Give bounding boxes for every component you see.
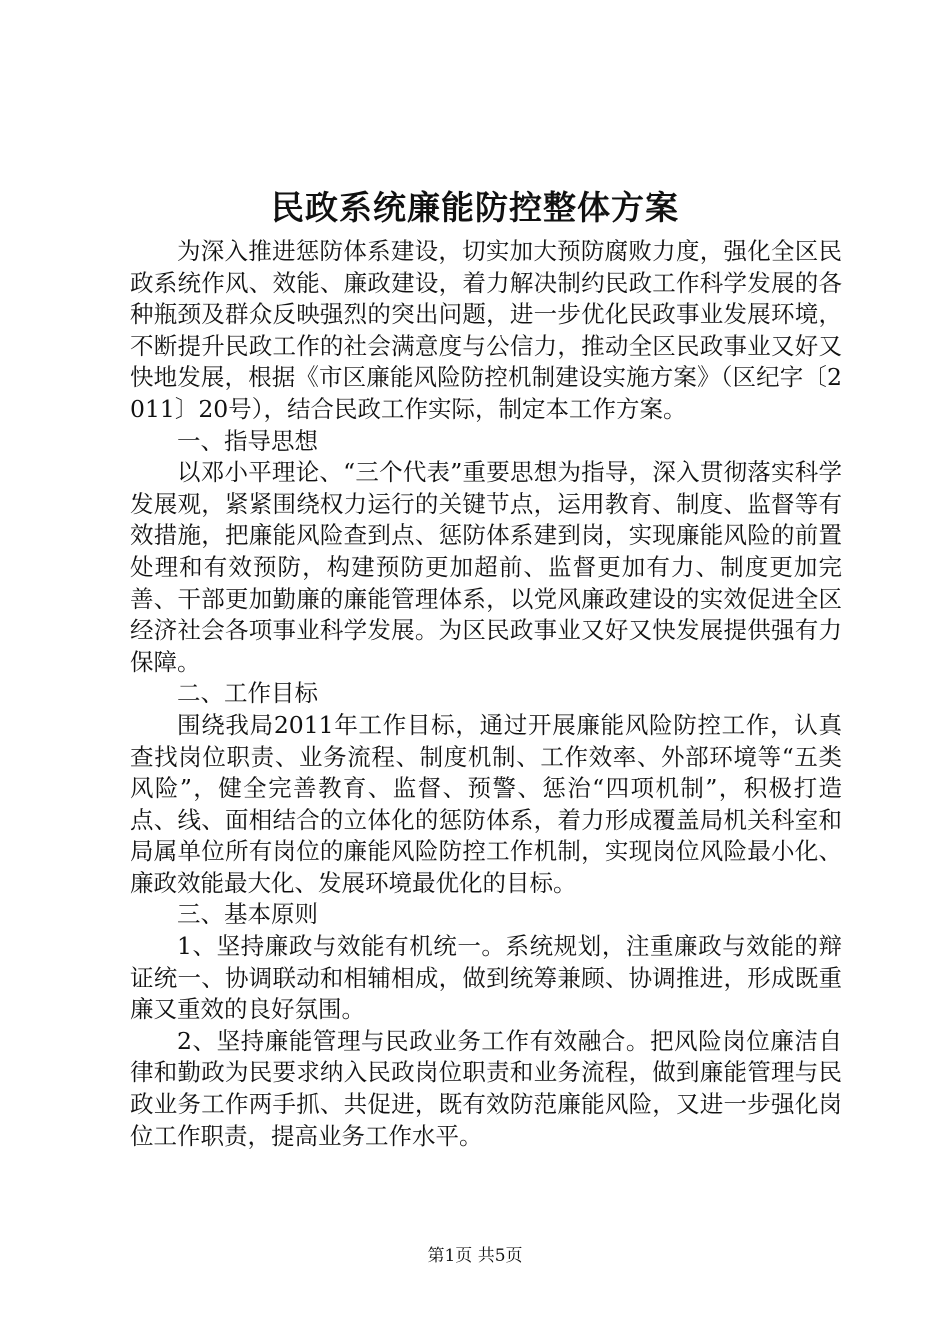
principle-1-paragraph: 1、坚持廉政与效能有机统一。系统规划，注重廉政与效能的辩证统一、协调联动和相辅相成，做到统筹兼顾、协调推进，形成既重廉又重效的良好氛围。	[130, 932, 842, 1024]
work-goals-paragraph: 围绕我局2011年工作目标，通过开展廉能风险防控工作，认真查找岗位职责、业务流程、制度机制、工作效率、外部环境等“五类风险”，健全完善教育、监督、预警、惩治“四项机制”，积极打造点、线、面相结合的立体化的惩防体系，着力形成覆盖局机关科室和局属单位所有岗位的廉能风险防控工作机制，实现岗位风险最小化、廉政效能最大化、发展环境最优化的目标。	[130, 710, 842, 897]
document-body	[130, 236, 842, 1152]
intro-paragraph: 为深入推进惩防体系建设，切实加大预防腐败力度，强化全区民政系统作风、效能、廉政建设，着力解决制约民政工作科学发展的各种瓶颈及群众反映强烈的突出问题，进一步优化民政事业发展环境，不断提升民政工作的社会满意度与公信力，推动全区民政事业又好又快地发展，根据《市区廉能风险防控机制建设实施方案》（区纪字〔2011〕20号），结合民政工作实际，制定本工作方案。	[130, 237, 842, 423]
principle-2-paragraph: 2、坚持廉能管理与民政业务工作有效融合。把风险岗位廉洁自律和勤政为民要求纳入民政岗位职责和业务流程，做到廉能管理与民政业务工作两手抓、共促进，既有效防范廉能风险，又进一步强化岗位工作职责，提高业务工作水平。	[130, 1026, 842, 1150]
section-heading-basic-principles: 三、基本原则	[177, 900, 318, 929]
section-heading-work-goals: 二、工作目标	[177, 679, 318, 708]
guiding-ideology-paragraph: 以邓小平理论、“三个代表”重要思想为指导，深入贯彻落实科学发展观，紧紧围绕权力运行的关键节点，运用教育、制度、监督等有效措施，把廉能风险查到点、惩防体系建到岗，实现廉能风险的前置处理和有效预防，构建预防更加超前、监督更加有力、制度更加完善、干部更加勤廉的廉能管理体系，以党风廉政建设的实效促进全区经济社会各项事业科学发展。为区民政事业又好又快发展提供强有力保障。	[130, 458, 842, 676]
document-title: 民政系统廉能防控整体方案	[271, 188, 679, 227]
page-footer: 第1页 共5页	[427, 1246, 523, 1266]
section-heading-guiding-ideology: 一、指导思想	[177, 426, 318, 455]
